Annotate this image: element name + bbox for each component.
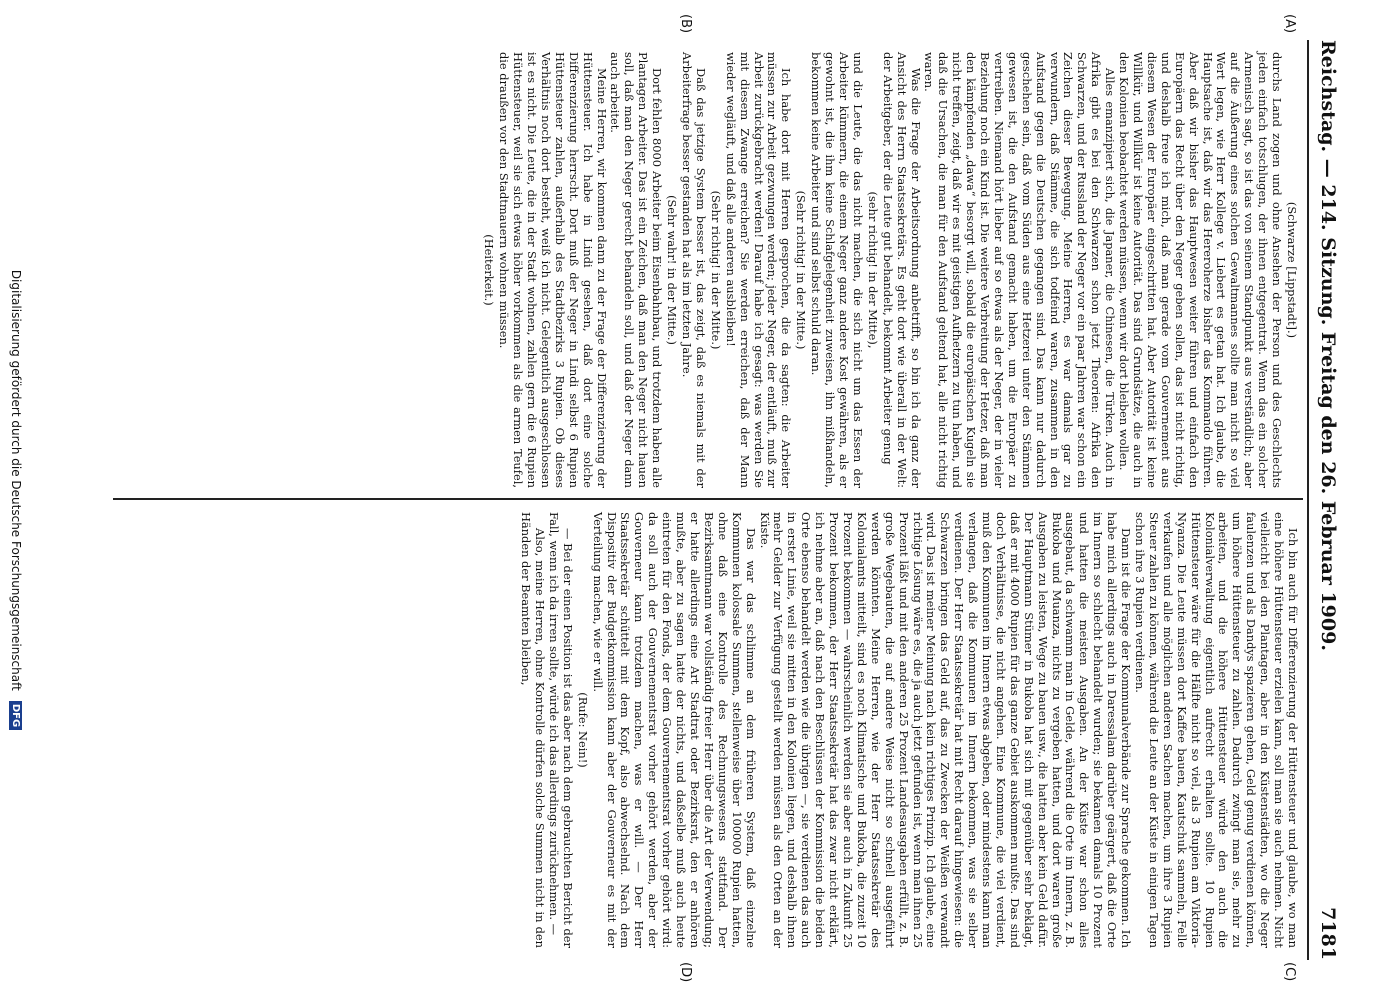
paragraph: und die Leute, die das nicht machen, die sich nicht um das Essen der Arbeiter kümmern, die einem Neger ganz andere Kost gewähren, als er gewohnt ist, die ihm keine Schlafgelegenheit zuweisen, ihn mißhandeln, bekommen keine Arbeiter und sind selbst schuld daran. bbox=[809, 52, 865, 488]
page-number: 7181 bbox=[1317, 907, 1339, 960]
page-header bbox=[1313, 40, 1343, 960]
margin-marker-c: (C) bbox=[1282, 962, 1297, 982]
running-title: Reichstag. — 214. Sitzung. Freitag den 26. Februar 1909. bbox=[1317, 40, 1339, 651]
interjection: (Sehr wahr! in der Mitte.) bbox=[665, 195, 680, 345]
paragraph: Dort fehlen 8000 Arbeiter beim Eisenbahnbau, und trotzdem haben alle Plantagen Arbeiter. Das ist ein Zeichen, daß man den Neger nicht hauen soll, daß man den Neger gerecht behandeln soll, und daß der Neger dann auch arbeitet. bbox=[608, 52, 665, 488]
paragraph: Ich bin auch für Differenzierung der Hüttensteuer und glaube, wo man eine höhere Hüttensteuer erzielen kann, soll man sie auch nehmen. Nicht vielleicht bei den Plantagen, aber in den Küstenstädten, wo die Neger faulenzen und als Dandys spazieren gehen, Geld genug verdienen können, um höhere Hüttensteuer zu zahlen. Dadurch zwingt man sie, mehr zu arbeiten, und die höhere Hüttensteuer würde den auch die Kolonialverwaltung eigentlich aufrecht erhalten sollte. 10 Rupien Hüttensteuer wäre für die Hälfte nicht so viel, als 3 Rupien am Viktoria-Nyanza. Die Leute müssen dort Kaffee bauen, Kautschuk sammeln, Felle verkaufen und alle möglichen anderen Sachen machen, um ihre 3 Rupien Steuer zahlen zu können, während die Leute an der Küste in einigen Tagen schon ihre 3 Rupien verdienen. bbox=[1133, 512, 1300, 948]
interjection: (Heiterkeit.) bbox=[482, 234, 497, 306]
paragraph: durchs Land zogen und ohne Ansehen der Person und des Geschlechts jeden einfach totschlugen, der ihnen entgegentrat. Wenn das ein solcher Armenisch sagt, so ist das von seinem Standpunkt aus verständlich; aber auf die Äußerung eines solchen Gewaltmannes sollte man nicht so viel Wert legen, wie Herr Kollege v. Liebert es getan hat. Ich glaube, die Hauptsache ist, daß wir das Hereroherze bisher das Kommando führen. Aber daß wir bisher das Hauptwesen weiter führen und einfach den Europäern das Recht über den Neger geben sollen, das ist nicht richtig, und deshalb freue ich mich, daß man gerade vom Gouvernement aus diesem Wesen der Europäer eingeschritten hat. Aber Autorität ist keine Willkür, und Willkür ist keine Autorität. Das sind Grundsätze, die auch in den Kolonien beobachtet werden müssen, wenn wir dort bleiben wollen. bbox=[1117, 52, 1285, 488]
interjection: (Rufe: Nein!) bbox=[575, 692, 590, 768]
digitization-credit bbox=[4, 0, 28, 1000]
paragraph: Ich habe dort mit Herren gesprochen, die da sagten: die Arbeiter müssen zur Arbeit gezwungen werden; jeder Neger, der entläuft, muß zur Arbeit zurückgebracht werden! Darauf habe ich gesagt: was werden Sie mit diesem Zwange erreichen? Sie werden erreichen, daß der Mann wieder wegläuft, und daß alle anderen ausbleiben! bbox=[723, 52, 794, 488]
interjection: (Sehr richtig! in der Mitte.) bbox=[708, 190, 723, 350]
column-divider bbox=[113, 498, 1303, 500]
margin-marker-a: (A) bbox=[1282, 14, 1297, 34]
paragraph: Das war das schlimme an dem früheren System, daß einzelne Kommunen kolossale Summen, stellenweise über 100000 Rupien hatten, ohne daß eine Kontrolle des Rechnungswesens stattfand. Der Bezirksamtmann war vollständig freier Herr über die Art der Verwendung; er hatte allerdings eine Art Stadtrat oder Bezirksrat, den er anhören mußte, aber zu sagen hatte der nichts, und daßselbe muß auch heute eintreten für den Fonds, der dem Gouvernementsrat vorher gehört wird: da soll auch der Gouvernementsrat vorher gehört werden, aber der Gouverneur kann trotzdem machen, was er will. — Der Herr Staatssekretär schüttelt mit dem Kopf, also abwechselnd. Nach dem Dispositiv der Budgetkommission kann aber der Gouverneur es mit der Verteilung machen, wie er will. bbox=[590, 512, 758, 948]
paragraph: Also, meine Herren, ohne Kontrolle dürfen solche Summen nicht in den Händen der Beamten bleiben, bbox=[519, 512, 548, 948]
paragraph: Dann ist die Frage der Kommunalverbände zur Sprache gekommen. Ich habe mich allerdings auch in Daressalam darüber geärgert, daß die Orte im Innern so schlecht behandelt wurden; sie bekamen damals 10 Prozent und hatten die meisten Ausgaben. An der Küste war schon alles ausgebaut, da schwamm man in Gelde, während die Orte im Innern, z. B. Bukoba und Muanza, nichts zu vergeben hatten, und dort waren große Ausgaben zu leisten, Wege zu bauen usw., die hatten aber kein Geld dafür. Der Hauptmann Stümer in Bukoba hat sich mit gegenüber sehr beklagt, daß er mit 4000 Rupien für das ganze Gebiet auskommen mußte. Das sind doch Verhältnisse, die nicht angehen. Eine Kommune, die viel verdient, muß den Kommunen im Innern etwas abgeben, oder mindestens kann man verlangen, daß die Kommunen im Innern bekommen, was sie selber verdienen. Der Herr Staatssekretär hat mit Recht darauf hingewiesen: die Schwarzen bringen das Geld auf, das zu Zwecken der Weißen verwandt wird. Das ist meiner Meinung nach kein richtiges Prinzip. Ich glaube, eine richtige Lösung wäre es, die ja auch jetzt gefunden ist, wenn man ihnen 25 Prozent läßt und mit den anderen 25 Prozent Landesausgaben erfüllt, z. B. große Wegebauten, die auf andere Weise nicht so schnell ausgeführt werden könnten. Meine Herren, wie der Herr Staatssekretär des Kolonialamts mitteilt, sind es noch Klimatische und Bukoba, die zuzeit 10 Prozent bekommen — wahrscheinlich werden sie aber auch in Zukunft 25 Prozent bekommen, der Herr Staatssekretär hat das zwar nicht erklärt, ich nehme aber an, daß nach den Beschlüssen der Kommission die beiden Orte ebenso behandelt werden wie die übrigen —, sie verdienen das auch in erster Linie, weil sie mitten in den Kolonien liegen, und deshalb ihnen mehr Gelder zur Verfügung gestellt werden müssen als den Orten an der Küste. bbox=[757, 512, 1134, 948]
header-rule bbox=[1307, 40, 1309, 960]
paragraph: Daß das jetzige System besser ist, das zeigt, daß es niemals mit der Arbeiterfrage besser gestanden hat als im letzten Jahre. bbox=[680, 52, 708, 488]
right-column bbox=[518, 512, 1299, 948]
margin-marker-b: (B) bbox=[678, 14, 693, 34]
paragraph: Meine Herren, wir kommen dann zu der Frage der Differenzierung der Hüttensteuer. Ich habe in Lindi gesehen, daß dort eine solche Differenzierung herrscht. Dort muß der Neger in Lindi selbst 6 Rupien Hüttensteuer zahlen, außerhalb des Stadtbezirks 3 Rupien. Ob dieses Verhältnis noch dort besteht, weiß ich nicht. Gelegentlich ausgeschlossen ist es nicht. Die Leute, die in der Stadt wohnen, zahlen gern die 6 Rupien Hüttensteuer, weil sie sich etwas höher vorkommen als die armen Teufel, die draußen vor den Stadtmauern wohnen müssen. bbox=[497, 52, 609, 488]
paragraph: Was die Frage der Arbeitsordnung anbetrifft, so bin ich da ganz der Ansicht des Herrn Staatssekretärs. Es geht dort wie überall in der Welt: der Arbeitgeber, der die Leute gut behandelt, bekommt Arbeiter genug bbox=[880, 52, 923, 488]
interjection: (Sehr richtig! in der Mitte.) bbox=[794, 190, 809, 350]
speaker-line: (Schwarze [Lippstadt].) bbox=[1285, 201, 1299, 339]
interjection: (sehr richtig! in der Mitte), bbox=[865, 191, 880, 349]
credit-text: Digitalisierung gefördert durch die Deutsche Forschungsgemeinschaft bbox=[9, 269, 23, 691]
left-column bbox=[480, 52, 1299, 488]
margin-marker-d: (D) bbox=[678, 962, 693, 983]
dfg-logo-icon: DFG bbox=[10, 701, 23, 730]
paragraph: — Bei der einen Position ist das aber nach dem gebrauchten Bericht der Fall, wenn ich da irren sollte, würde ich das allerdings zurücknehmen. — bbox=[546, 512, 575, 948]
paragraph: Alles emanzipiert sich, die Japaner, die Chinesen, die Türken. Auch in Afrika gibt es bei den Schwarzen schon jetzt Theorien: Afrika den Schwarzen, und der Russland der Neger vor ein paar Jahren war schon ein Zeichen dieser Bewegung. Meine Herren, es war damals gar zu verwundern, daß Stämme, die sich todfeind waren, zusammen in den Aufstand gegen die Deutschen gegangen sind. Das kann nur dadurch geschehen sein, daß vom Süden aus eine Hetzerei unter den Stämmen gewesen ist, die den Aufstand gemacht haben, um die Europäer zu vertreiben. Niemand hört lieber auf so etwas als der Neger, der in vieler Beziehung noch ein Kind ist. Die weitere Verbreitung der Hetzer, daß man den kämpfenden „dawa“ besorgt will, sobald die europäischen Kugeln sie nicht treffen, zeigt, daß wir es mit geistigen Aufhetzern zu tun haben, und daß die Ursachen, die man für den Aufstand geltend hat, alle nicht richtig waren. bbox=[922, 52, 1118, 488]
